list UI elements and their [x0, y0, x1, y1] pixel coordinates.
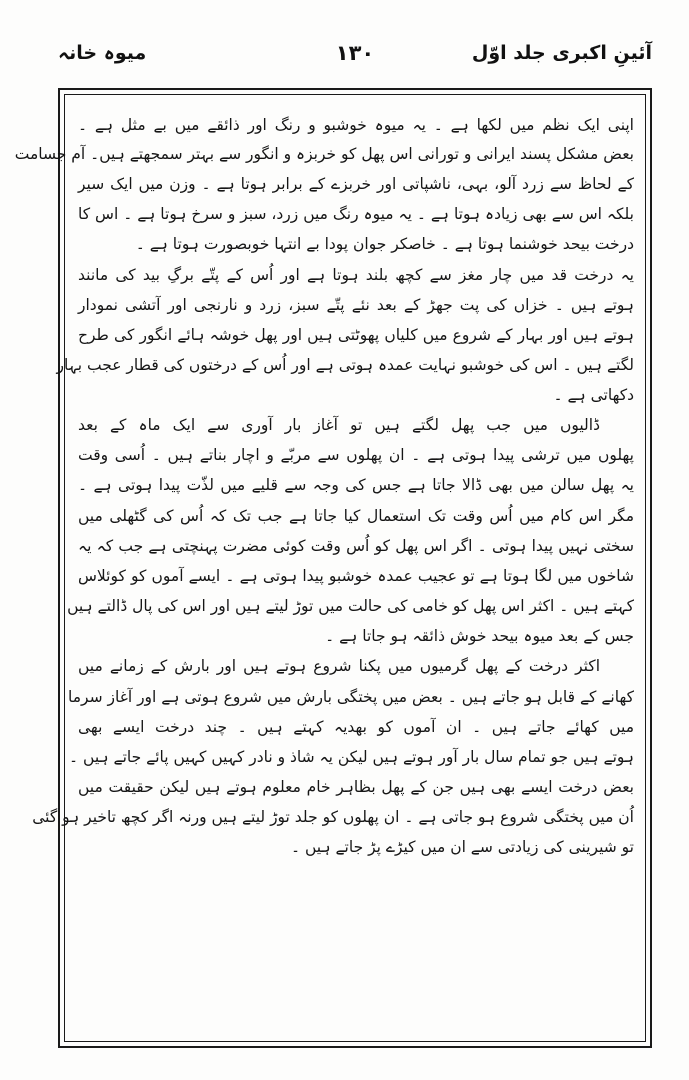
running-header	[58, 38, 652, 78]
text-line: دکھاتی ہے ۔	[553, 386, 634, 404]
text-line: بلکہ اس سے بھی زیادہ ہوتا ہے ۔ یہ میوہ رنگ میں زرد، سبز و سرخ ہوتا ہے ۔ اس کا	[78, 205, 634, 223]
text-line: ڈالیوں میں جب پھل لگتے ہیں تو آغاز بار آوری سے ایک ماہ کے بعد	[78, 416, 600, 434]
page-number: ۱۳۰	[335, 41, 375, 65]
text-line: سختی نہیں پیدا ہوتی ۔ اگر اس پھل کو اُس وقت کوئی مضرت پہنچتی ہے جب کہ یہ	[78, 537, 634, 555]
text-line: اپنی ایک نظم میں لکھا ہے ۔ یہ میوہ خوشبو و رنگ اور ذائقے میں بے مثل ہے ۔	[78, 116, 634, 134]
text-line: تو شیرینی کی زیادتی سے ان میں کیڑے پڑ جاتے ہیں ۔	[290, 838, 634, 856]
body-text	[14, 112, 634, 1012]
text-line: ہوتے ہیں اور بہار کے شروع میں کلیاں پھوٹتی ہیں اور پھل خوشہ ہائے انگور کی طرح	[78, 326, 634, 344]
text-line: لگتے ہیں ۔ اس کی خوشبو نہایت عمدہ ہوتی ہے اور اُس کے درختوں کی قطار عجب بہار	[56, 356, 634, 374]
text-line: میں کھائے جاتے ہیں ۔ ان آموں کو بھدیہ کہتے ہیں ۔ چند درخت ایسے بھی	[78, 718, 634, 736]
text-line: پھلوں میں ترشی پیدا ہوتی ہے ۔ ان پھلوں سے مربّے و اچار بناتے ہیں ۔ اُسی وقت	[78, 446, 634, 464]
text-line: بعض درخت ایسے بھی ہیں جن کے پھل بظاہر خام معلوم ہوتے ہیں لیکن حقیقت میں	[78, 778, 634, 796]
text-line: یہ پھل سالن میں بھی ڈالا جاتا ہے جس کی وجہ سے قلیے میں لذّت پیدا ہوتی ہے ۔	[78, 476, 634, 494]
chapter-title: میوہ خانہ	[58, 42, 147, 64]
text-line: درخت بیحد خوشنما ہوتا ہے ۔ خاصکر جوان پودا بے انتہا خوبصورت ہوتا ہے ۔	[135, 235, 634, 253]
text-line: بعض مشکل پسند ایرانی و تورانی اس پھل کو خربزہ و انگور سے بہتر سمجھتے ہیں۔ آم جسامت	[14, 145, 634, 163]
text-line: کھانے کے قابل ہو جاتے ہیں ۔ بعض میں پختگی بارش میں شروع ہوتی ہے اور آغاز سرما	[68, 688, 634, 706]
text-line: یہ درخت قد میں چار مغز سے کچھ بلند ہوتا ہے اور اُس کے پتّے برگِ بید کی مانند	[78, 266, 634, 284]
text-line: اُن میں پختگی شروع ہو جاتی ہے ۔ ان پھلوں کو جلد توڑ لیتے ہیں ورنہ اگر کچھ تاخیر ہو گئی	[32, 808, 634, 826]
text-line: کہتے ہیں ۔ اکثر اس پھل کو خامی کی حالت میں توڑ لیتے ہیں اور اس کی پال ڈالتے ہیں	[67, 597, 634, 615]
text-line: ہوتے ہیں جو تمام سال بار آور ہوتے ہیں لیکن یہ شاذ و نادر کہیں کہیں پائے جاتے ہیں ۔	[69, 748, 634, 766]
text-line: اکثر درخت کے پھل گرمیوں میں پکنا شروع ہوتے ہیں اور بارش کے زمانے میں	[78, 657, 600, 675]
text-line: شاخوں میں لگا ہوتا ہے تو عجیب عمدہ خوشبو پیدا ہوتی ہے ۔ ایسے آموں کو کوئلاس	[78, 567, 634, 585]
text-line: جس کے بعد میوہ بیحد خوش ذائقہ ہو جاتا ہے ۔	[325, 627, 634, 645]
text-line: ہوتے ہیں ۔ خزاں کی پت جھڑ کے بعد نئے پتّے سبز، زرد و نارنجی اور آتشی نمودار	[78, 296, 634, 314]
book-title: آئینِ اکبری جلد اوّل	[471, 42, 652, 64]
text-line: کے لحاظ سے زرد آلو، بہی، ناشپاتی اور خربزے کے برابر ہوتا ہے ۔ وزن میں ایک سیر	[78, 175, 634, 193]
text-line: مگر اس کام میں اُس وقت تک استعمال کیا جاتا ہے جب تک کہ اُس کی گٹھلی میں	[78, 507, 634, 525]
